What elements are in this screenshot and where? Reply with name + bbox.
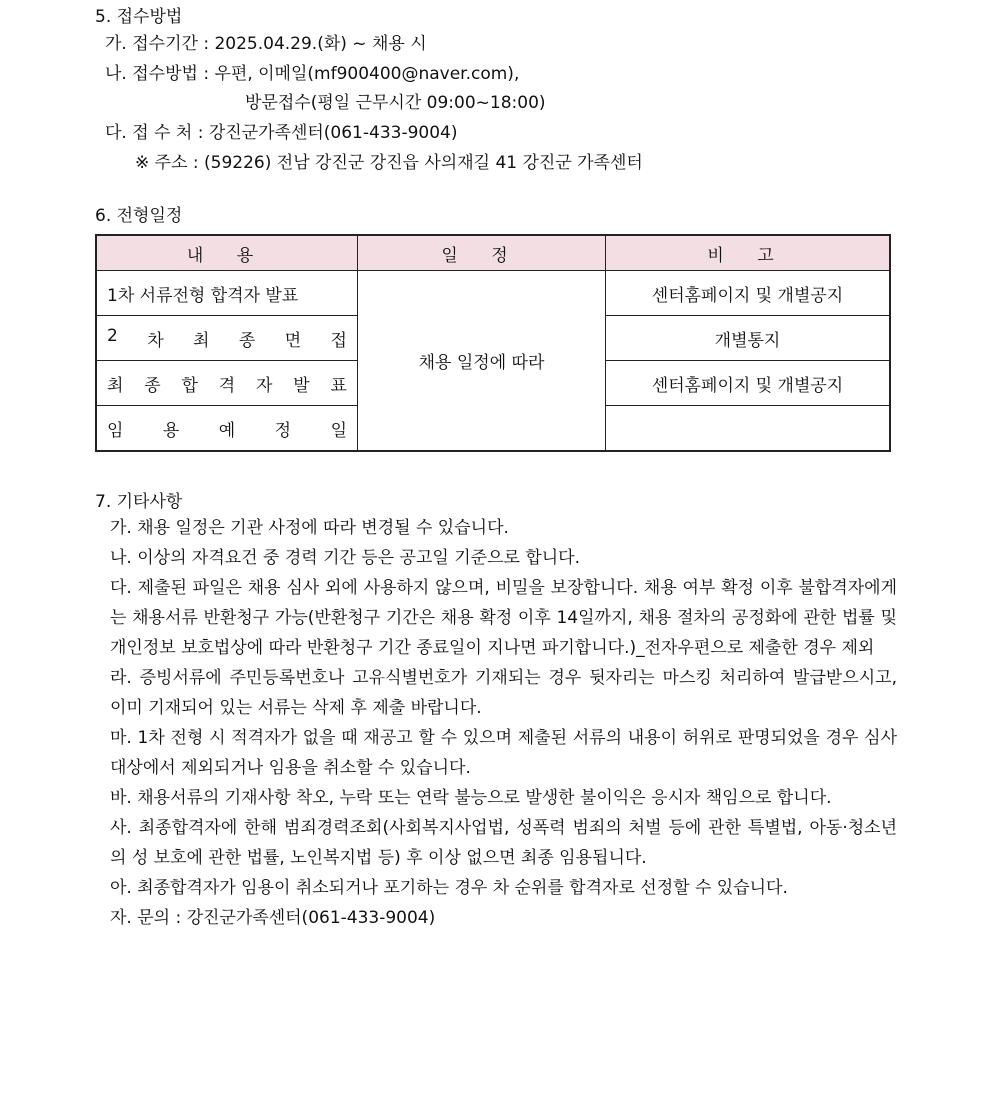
row-3-char: 격 — [218, 375, 236, 396]
table-header-row — [96, 235, 890, 271]
row-2-char: 접 — [330, 330, 347, 351]
place-row — [105, 121, 458, 145]
row-2-note: 개별통지 — [606, 316, 891, 361]
list-item: 마. 1차 전형 시 적격자가 없을 때 재공고 할 수 있으며 제출된 서류의 내용이 허위로 판명되었을 경우 심사 대상에서 제외되거나 임용을 취소할 수 있습니다. — [110, 728, 897, 778]
place-label: 다. 접 수 처 : — [105, 123, 204, 143]
row-3-note: 센터홈페이지 및 개별공지 — [606, 361, 891, 406]
list-item: 바. 채용서류의 기재사항 착오, 누락 또는 연락 불능으로 발생한 불이익은 응시자 책임으로 합니다. — [110, 788, 832, 808]
row-3-char: 발 — [293, 375, 310, 396]
row-3-char: 종 — [144, 375, 161, 396]
period-value: 2025.04.29.(화) ~ 채용 시 — [214, 34, 427, 54]
row-3-char: 합 — [181, 375, 198, 396]
row-2-char: 차 — [147, 330, 164, 351]
notes-list — [110, 513, 897, 933]
list-item: 가. 채용 일정은 기관 사정에 따라 변경될 수 있습니다. — [110, 518, 509, 538]
row-1-text: 1차 서류전형 합격자 발표 — [107, 285, 299, 306]
header-schedule: 일 정 — [358, 235, 606, 271]
row-1-content — [96, 271, 358, 316]
row-4-note — [606, 406, 891, 452]
section-6-heading: 6. 전형일정 — [95, 206, 183, 226]
list-item: 자. 문의 : 강진군가족센터(061-433-9004) — [110, 908, 436, 928]
schedule-table — [95, 234, 891, 452]
list-item: 아. 최종합격자가 임용이 취소되거나 포기하는 경우 차 순위를 합격자로 선정할 수 있습니다. — [110, 878, 788, 898]
list-item: 라. 증빙서류에 주민등록번호나 고유식별번호가 기재되는 경우 뒷자리는 마스킹 처리하여 발급받으시고, 이미 기재되어 있는 서류는 삭제 후 제출 바랍니다. — [110, 668, 897, 718]
address-note: ※ 주소 : (59226) 전남 강진군 강진읍 사의재길 41 강진군 가족센터 — [135, 153, 643, 173]
row-2-char: 2 — [107, 325, 118, 346]
row-3-char: 최 — [107, 375, 124, 396]
list-item: 사. 최종합격자에 한해 범죄경력조회(사회복지사업법, 성폭력 범죄의 처벌 등에 관한 특별법, 아동·청소년의 성 보호에 관한 법률, 노인복지법 등) 후 이상 없으면 최종 임용됩니다. — [110, 818, 897, 868]
method-row — [105, 62, 519, 86]
row-1-note: 센터홈페이지 및 개별공지 — [606, 271, 891, 316]
place-value: 강진군가족센터(061-433-9004) — [208, 123, 458, 143]
period-row — [105, 32, 427, 56]
row-4-char: 일 — [330, 420, 347, 441]
list-item: 나. 이상의 자격요건 중 경력 기간 등은 공고일 기준으로 합니다. — [110, 548, 580, 568]
table-row — [96, 271, 890, 316]
row-2-content — [96, 316, 358, 361]
section-5-heading: 5. 접수방법 — [95, 7, 183, 27]
row-2-char: 최 — [193, 330, 210, 351]
row-3-char: 자 — [256, 375, 273, 396]
row-3-char: 표 — [330, 375, 347, 396]
row-4-char: 정 — [274, 420, 292, 441]
row-2-char: 종 — [238, 330, 256, 351]
section-7-heading: 7. 기타사항 — [95, 492, 183, 512]
row-4-content — [96, 406, 358, 452]
row-2-char: 면 — [284, 330, 302, 351]
row-4-char: 예 — [218, 420, 236, 441]
period-label: 가. 접수기간 : — [105, 34, 210, 54]
method-value-1: 우편, 이메일(mf900400@naver.com), — [214, 64, 520, 84]
row-3-content — [96, 361, 358, 406]
method-label: 나. 접수방법 : — [105, 64, 210, 84]
header-content: 내 용 — [96, 235, 358, 271]
row-4-char: 용 — [162, 420, 180, 441]
method-value-2: 방문접수(평일 근무시간 09:00~18:00) — [245, 93, 546, 113]
list-item: 다. 제출된 파일은 채용 심사 외에 사용하지 않으며, 비밀을 보장합니다. 채용 여부 확정 이후 불합격자에게는 채용서류 반환청구 가능(반환청구 기간은 채용 확정 이후 14일까지, 채용 절차의 공정화에 관한 법률 및 개인정보 보호법상에 따라 반환청구 기간 종료일이 지나면 파기합니다.)_전자우편으로 제출한 경우 제외 — [110, 578, 897, 658]
header-note: 비 고 — [606, 235, 891, 271]
row-4-char: 임 — [107, 420, 124, 441]
schedule-cell: 채용 일정에 따라 — [358, 271, 606, 452]
